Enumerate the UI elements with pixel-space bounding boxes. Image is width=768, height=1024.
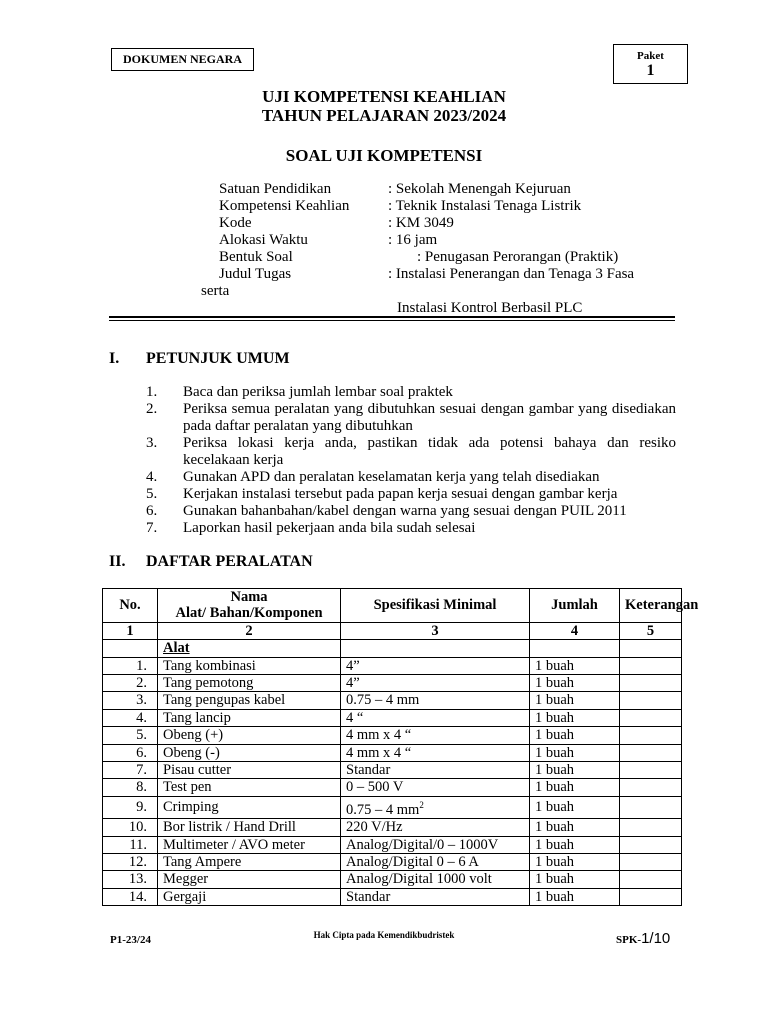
cell-no: 14.: [103, 888, 158, 905]
info-value-bentuk: : Penugasan Perorangan (Praktik): [417, 249, 619, 265]
footer-code: P1-23/24: [110, 934, 151, 946]
category-cell-empty: [341, 640, 530, 657]
cell-jumlah: 1 buah: [530, 657, 620, 674]
cell-no: 2.: [103, 675, 158, 692]
cell-nama: Tang pengupas kabel: [158, 692, 341, 709]
footer-page-number: 1/10: [641, 930, 671, 947]
info-value-kode: : KM 3049: [388, 215, 454, 231]
table-row: [103, 819, 682, 836]
info-label-alokasi: Alokasi Waktu: [219, 232, 308, 248]
list-item: [146, 520, 676, 537]
cell-spesifikasi: [341, 836, 530, 853]
cell-spesifikasi: [341, 871, 530, 888]
cell-keterangan: [620, 779, 682, 796]
table-row: [103, 836, 682, 853]
cell-jumlah: 1 buah: [530, 744, 620, 761]
cell-spesifikasi: [341, 888, 530, 905]
cell-spesifikasi-text: 4”: [346, 675, 360, 692]
column-number: 3: [341, 622, 530, 639]
cell-keterangan: [620, 762, 682, 779]
list-item: [146, 503, 676, 520]
cell-keterangan: [620, 836, 682, 853]
cell-no: 13.: [103, 871, 158, 888]
cell-spesifikasi: [341, 727, 530, 744]
info-label-kompetensi: Kompetensi Keahlian: [219, 198, 350, 214]
category-row: [103, 640, 682, 657]
info-label-bentuk: Bentuk Soal: [219, 249, 293, 265]
list-item: [146, 469, 676, 486]
cell-nama: Tang lancip: [158, 709, 341, 726]
list-item: [146, 384, 676, 401]
cell-keterangan: [620, 657, 682, 674]
footer-page: [616, 930, 670, 948]
cell-keterangan: [620, 709, 682, 726]
footer-page-prefix: SPK-: [616, 934, 642, 946]
cell-spesifikasi-text: 4”: [346, 657, 360, 674]
cell-jumlah: 1 buah: [530, 853, 620, 870]
list-item-text: Gunakan bahanbahan/kabel dengan warna yang sesuai dengan PUIL 2011: [183, 503, 627, 519]
title-line-1: UJI KOMPETENSI KEAHLIAN: [262, 87, 506, 106]
info-judul-continuation: Instalasi Kontrol Berbasil PLC: [397, 300, 583, 316]
cell-no: 12.: [103, 853, 158, 870]
cell-jumlah: 1 buah: [530, 819, 620, 836]
column-number: 4: [530, 622, 620, 639]
cell-no: 9.: [103, 796, 158, 818]
cell-keterangan: [620, 853, 682, 870]
table-row: [103, 888, 682, 905]
column-number-row: [103, 622, 682, 639]
cell-jumlah: 1 buah: [530, 675, 620, 692]
cell-spesifikasi-text: 4 mm x 4 “: [346, 727, 412, 744]
cell-jumlah: 1 buah: [530, 871, 620, 888]
cell-keterangan: [620, 744, 682, 761]
list-item-number: 5.: [146, 486, 158, 502]
cell-nama: Test pen: [158, 779, 341, 796]
list-item-text: Gunakan APD dan peralatan keselamatan kerja yang telah disediakan: [183, 469, 600, 485]
cell-spesifikasi: [341, 692, 530, 709]
cell-spesifikasi: [341, 796, 530, 818]
table-row: [103, 727, 682, 744]
info-label-kode: Kode: [219, 215, 252, 231]
cell-nama: Gergaji: [158, 888, 341, 905]
table-header-row: [103, 589, 682, 623]
paket-label: Paket: [637, 50, 664, 62]
cell-spesifikasi-text: 0.75 – 4 mm: [346, 801, 420, 818]
cell-keterangan: [620, 675, 682, 692]
cell-spesifikasi-superscript: 2: [419, 799, 424, 810]
info-labels: [219, 181, 349, 283]
cell-nama: Multimeter / AVO meter: [158, 836, 341, 853]
table-row: [103, 692, 682, 709]
info-value-satuan: : Sekolah Menengah Kejuruan: [388, 181, 571, 197]
header-keterangan: Keterangan: [620, 589, 682, 623]
list-item-text: Periksa semua peralatan yang dibutuhkan sesuai dengan gambar yang disediakan pada daftar peralatan yang dibutuhkan: [183, 401, 676, 434]
cell-nama: Tang kombinasi: [158, 657, 341, 674]
cell-nama: Pisau cutter: [158, 762, 341, 779]
cell-no: 10.: [103, 819, 158, 836]
document-classification-label: DOKUMEN NEGARA: [111, 48, 254, 71]
cell-nama: Crimping: [158, 796, 341, 818]
cell-spesifikasi: [341, 819, 530, 836]
cell-no: 7.: [103, 762, 158, 779]
table-row: [103, 871, 682, 888]
cell-spesifikasi: [341, 853, 530, 870]
cell-nama: Bor listrik / Hand Drill: [158, 819, 341, 836]
cell-spesifikasi: [341, 779, 530, 796]
cell-spesifikasi-text: Analog/Digital/0 – 1000V: [346, 836, 499, 853]
info-label-satuan: Satuan Pendidikan: [219, 181, 332, 197]
section-1-title: PETUNJUK UMUM: [146, 350, 290, 367]
cell-no: 3.: [103, 692, 158, 709]
list-item-text: Periksa lokasi kerja anda, pastikan tidak ada potensi bahaya dan resiko kecelakaan kerja: [183, 435, 676, 468]
list-item-text: Kerjakan instalasi tersebut pada papan kerja sesuai dengan gambar kerja: [183, 486, 618, 502]
cell-no: 4.: [103, 709, 158, 726]
cell-jumlah: 1 buah: [530, 888, 620, 905]
cell-no: 11.: [103, 836, 158, 853]
title-line-3: SOAL UJI KOMPETENSI: [285, 146, 483, 165]
cell-spesifikasi-text: 4 “: [346, 709, 364, 726]
list-item-text: Laporkan hasil pekerjaan anda bila sudah selesai: [183, 520, 476, 536]
category-cell-empty: [103, 640, 158, 657]
section-1-number: I.: [109, 350, 120, 367]
section-2-title: DAFTAR PERALATAN: [146, 553, 313, 570]
table-row: [103, 796, 682, 818]
header-nama: [158, 589, 341, 623]
list-item: [146, 401, 676, 435]
cell-keterangan: [620, 727, 682, 744]
cell-jumlah: 1 buah: [530, 796, 620, 818]
list-item: [146, 486, 676, 503]
list-item-number: 3.: [146, 435, 158, 451]
equipment-table: [102, 588, 699, 906]
cell-spesifikasi-text: Analog/Digital 1000 volt: [346, 871, 492, 888]
cell-spesifikasi-text: Standar: [346, 888, 391, 905]
table-row: [103, 853, 682, 870]
info-label-judul: Judul Tugas: [219, 266, 292, 282]
equipment-rows: [103, 657, 682, 906]
cell-keterangan: [620, 871, 682, 888]
header-jumlah: Jumlah: [530, 589, 620, 623]
header-nama-line-1: Nama: [230, 589, 268, 605]
cell-spesifikasi: [341, 657, 530, 674]
table-row: [103, 744, 682, 761]
table-row: [103, 675, 682, 692]
table-row: [103, 762, 682, 779]
column-number: 2: [158, 622, 341, 639]
cell-jumlah: 1 buah: [530, 692, 620, 709]
cell-jumlah: 1 buah: [530, 779, 620, 796]
cell-spesifikasi-text: Analog/Digital 0 – 6 A: [346, 853, 479, 870]
instruction-list: [146, 384, 676, 537]
info-value-alokasi: : 16 jam: [388, 232, 438, 248]
column-number: 5: [620, 622, 682, 639]
cell-spesifikasi-text: 0.75 – 4 mm: [346, 692, 420, 709]
list-item-number: 1.: [146, 384, 158, 400]
cell-nama: Obeng (+): [158, 727, 341, 744]
list-item: [146, 435, 676, 469]
section-2-number: II.: [109, 553, 126, 570]
footer-copyright: Hak Cipta pada Kemendikbudristek: [313, 930, 455, 940]
cell-keterangan: [620, 796, 682, 818]
cell-nama: Megger: [158, 871, 341, 888]
cell-keterangan: [620, 819, 682, 836]
cell-spesifikasi: [341, 762, 530, 779]
list-item-number: 2.: [146, 401, 158, 417]
cell-spesifikasi: [341, 675, 530, 692]
cell-no: 8.: [103, 779, 158, 796]
category-cell-empty: [530, 640, 620, 657]
list-item-number: 6.: [146, 503, 158, 519]
list-item-number: 7.: [146, 520, 158, 536]
header-no: No.: [103, 589, 158, 623]
category-label: Alat: [158, 640, 341, 657]
paket-box: [613, 44, 688, 84]
cell-spesifikasi: [341, 709, 530, 726]
cell-spesifikasi-text: 0 – 500 V: [346, 779, 404, 796]
cell-jumlah: 1 buah: [530, 727, 620, 744]
cell-no: 5.: [103, 727, 158, 744]
cell-keterangan: [620, 888, 682, 905]
list-item-text: Baca dan periksa jumlah lembar soal praktek: [183, 384, 453, 400]
cell-spesifikasi: [341, 744, 530, 761]
list-item-number: 4.: [146, 469, 158, 485]
header-spesifikasi: Spesifikasi Minimal: [341, 589, 530, 623]
table-row: [103, 709, 682, 726]
cell-nama: Obeng (-): [158, 744, 341, 761]
column-number: 1: [103, 622, 158, 639]
header-nama-line-2: Alat/ Bahan/Komponen: [175, 605, 323, 622]
cell-nama: Tang Ampere: [158, 853, 341, 870]
divider-thick: [109, 316, 675, 318]
cell-nama: Tang pemotong: [158, 675, 341, 692]
info-serta: serta: [201, 283, 230, 299]
title-line-2: TAHUN PELAJARAN 2023/2024: [261, 106, 507, 125]
table-row: [103, 657, 682, 674]
table-row: [103, 779, 682, 796]
cell-jumlah: 1 buah: [530, 709, 620, 726]
cell-spesifikasi-text: Standar: [346, 762, 391, 779]
info-value-judul: : Instalasi Penerangan dan Tenaga 3 Fasa: [388, 266, 635, 282]
paket-number: 1: [646, 62, 655, 79]
cell-jumlah: 1 buah: [530, 836, 620, 853]
cell-no: 1.: [103, 657, 158, 674]
cell-keterangan: [620, 692, 682, 709]
cell-jumlah: 1 buah: [530, 762, 620, 779]
info-value-kompetensi: : Teknik Instalasi Tenaga Listrik: [388, 198, 582, 214]
info-values: [388, 181, 634, 283]
cell-spesifikasi-text: 4 mm x 4 “: [346, 744, 412, 761]
cell-spesifikasi-text: 220 V/Hz: [346, 819, 403, 836]
cell-no: 6.: [103, 744, 158, 761]
category-cell-empty: [620, 640, 682, 657]
divider-thin: [109, 320, 675, 321]
